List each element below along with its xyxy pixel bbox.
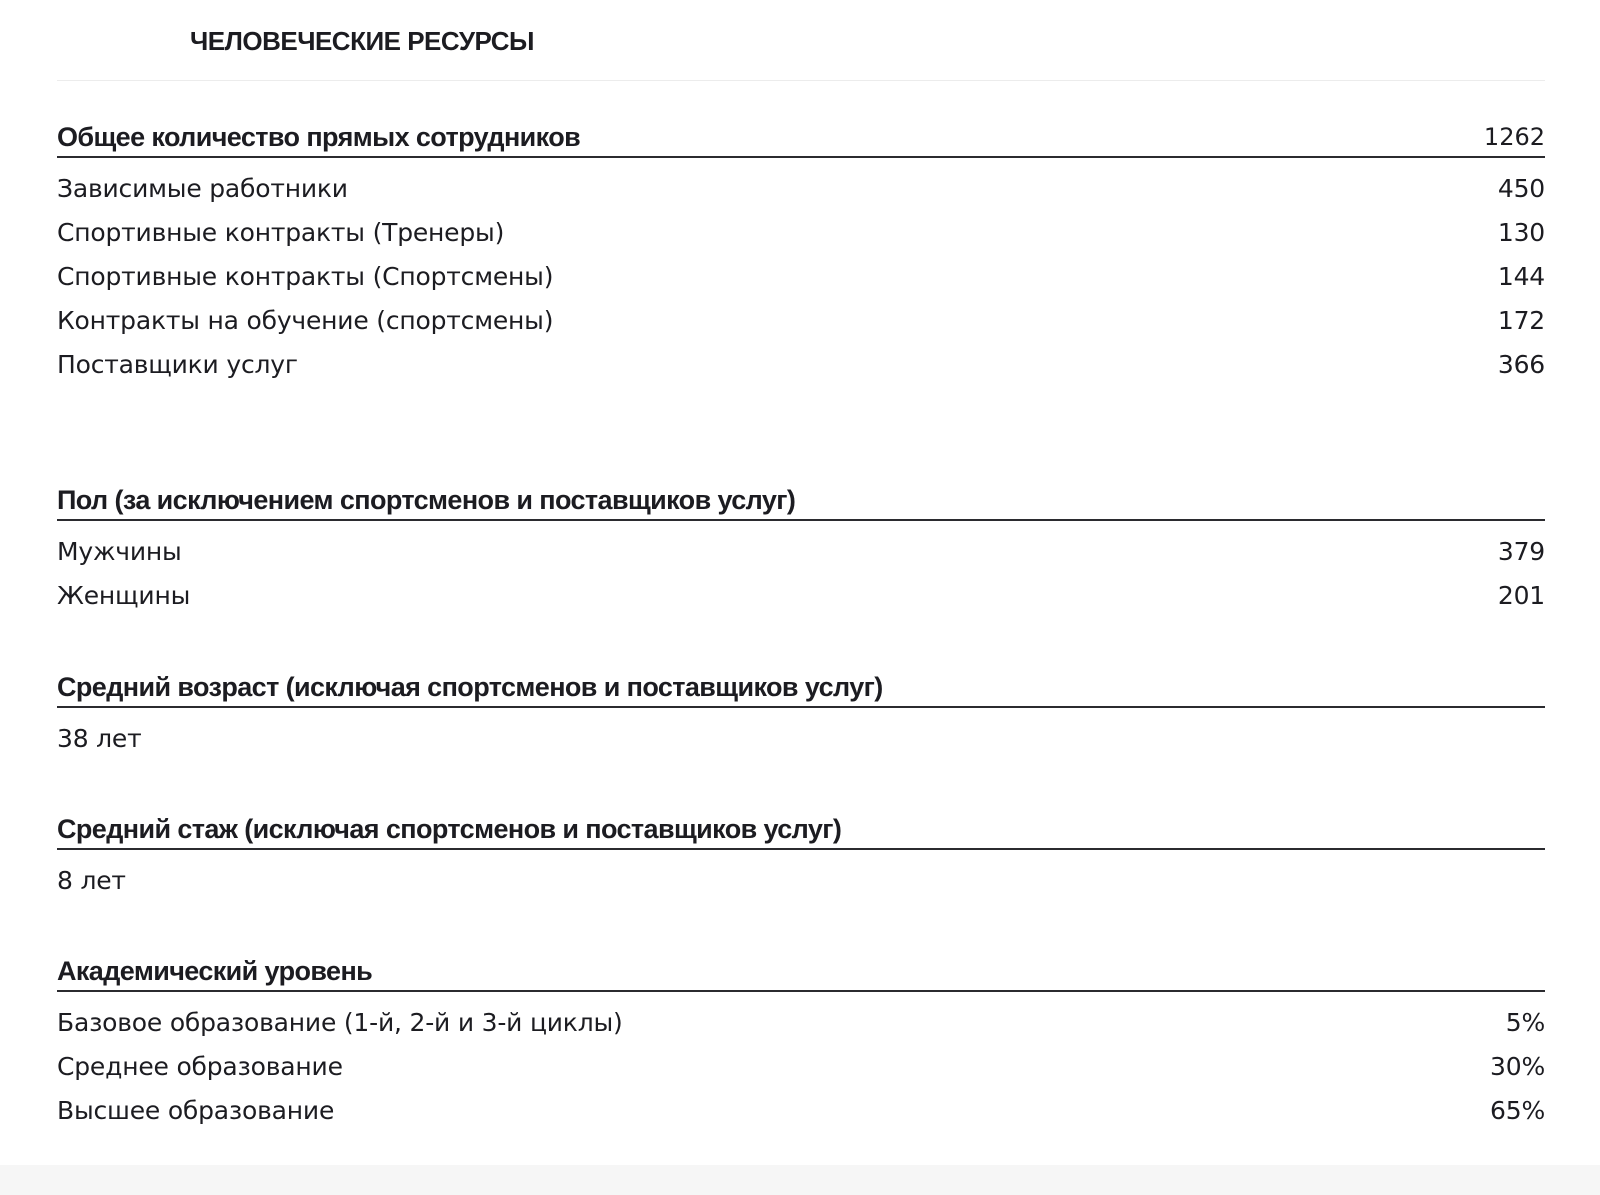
section-title: Средний возраст (исключая спортсменов и поставщиков услуг): [57, 672, 883, 702]
row-label: 38 лет: [57, 723, 142, 753]
section-header: [57, 672, 1545, 708]
page-bottom-band: [0, 1165, 1600, 1195]
stat-row-average-age: [57, 716, 1545, 760]
row-value: 366: [1497, 349, 1545, 379]
row-value: 65%: [1490, 1095, 1545, 1125]
section-average-seniority: [57, 814, 1545, 902]
section-header: [57, 814, 1545, 850]
section-title: Академический уровень: [57, 956, 373, 986]
row-label: Поставщики услуг: [57, 349, 298, 379]
stat-row-dependent-workers: [57, 166, 1545, 210]
title-divider: [57, 80, 1545, 81]
row-value: 144: [1497, 261, 1545, 291]
section-header: [57, 485, 1545, 521]
section-rows: [57, 716, 1545, 760]
row-label: Зависимые работники: [57, 173, 348, 203]
row-label: Контракты на обучение (спортсмены): [57, 305, 554, 335]
section-total-value: 1262: [1483, 123, 1545, 151]
section-academic-level: [57, 956, 1545, 1132]
stat-row-higher-education: [57, 1088, 1545, 1132]
section-title: Общее количество прямых сотрудников: [57, 122, 581, 152]
row-label: 8 лет: [57, 865, 126, 895]
row-value: 450: [1497, 173, 1545, 203]
stat-row-secondary-education: [57, 1044, 1545, 1088]
row-label: Мужчины: [57, 536, 182, 566]
section-average-age: [57, 672, 1545, 760]
section-header: [57, 122, 1545, 158]
section-header: [57, 956, 1545, 992]
section-rows: [57, 1000, 1545, 1132]
stat-row-training-contracts: [57, 298, 1545, 342]
section-title: Средний стаж (исключая спортсменов и поставщиков услуг): [57, 814, 842, 844]
page-title: ЧЕЛОВЕЧЕСКИЕ РЕСУРСЫ: [190, 26, 534, 56]
stat-row-service-providers: [57, 342, 1545, 386]
section-total-employees: [57, 122, 1545, 386]
stat-row-basic-education: [57, 1000, 1545, 1044]
row-label: Среднее образование: [57, 1051, 343, 1081]
row-value: 5%: [1505, 1007, 1545, 1037]
row-label: Базовое образование (1-й, 2-й и 3-й циклы): [57, 1007, 623, 1037]
section-rows: [57, 529, 1545, 617]
section-gender: [57, 485, 1545, 617]
row-value: 379: [1497, 536, 1545, 566]
row-label: Спортивные контракты (Спортсмены): [57, 261, 554, 291]
stat-row-average-seniority: [57, 858, 1545, 902]
row-label: Высшее образование: [57, 1095, 335, 1125]
stat-row-women: [57, 573, 1545, 617]
stat-row-sport-contracts-coaches: [57, 210, 1545, 254]
stat-row-sport-contracts-athletes: [57, 254, 1545, 298]
section-rows: [57, 858, 1545, 902]
section-rows: [57, 166, 1545, 386]
section-title: Пол (за исключением спортсменов и поставщиков услуг): [57, 485, 796, 515]
row-value: 130: [1497, 217, 1545, 247]
stat-row-men: [57, 529, 1545, 573]
row-value: 30%: [1490, 1051, 1545, 1081]
row-value: 172: [1497, 305, 1545, 335]
row-label: Спортивные контракты (Тренеры): [57, 217, 505, 247]
row-label: Женщины: [57, 580, 191, 610]
row-value: 201: [1497, 580, 1545, 610]
